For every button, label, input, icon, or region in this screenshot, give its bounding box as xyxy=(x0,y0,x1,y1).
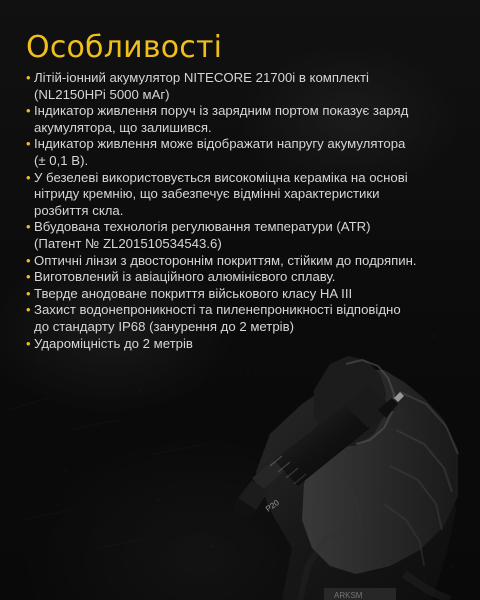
bullet-icon: • xyxy=(26,269,31,285)
bullet-icon: • xyxy=(26,70,31,85)
bullet-icon: • xyxy=(26,285,31,301)
feature-line: розбиття скла. xyxy=(34,202,124,218)
feature-item-voltage-indicator xyxy=(0,136,464,169)
feature-line: Індикатор живлення може відображати напругу акумулятора xyxy=(34,136,406,152)
bullet-icon: • xyxy=(26,252,31,268)
bullet-icon: • xyxy=(26,335,31,351)
feature-item-aluminum-alloy xyxy=(0,269,464,286)
feature-item-ceramic-bezel xyxy=(0,170,464,220)
feature-line: Виготовлений із авіаційного алюмінієвого сплаву. xyxy=(34,269,336,285)
feature-item-ip68-protection xyxy=(0,302,464,335)
page-title: Особливості xyxy=(26,30,223,65)
feature-line: (Патент № ZL201510534543.6) xyxy=(34,235,222,251)
feature-item-impact-resistance xyxy=(0,336,464,353)
glove-brand-mark: ARKSM xyxy=(334,591,363,600)
feature-line: Тверде анодоване покриття військового класу HA III xyxy=(34,285,353,301)
feature-line: У безелеві використовується високоміцна кераміка на основі xyxy=(34,169,408,185)
bullet-icon: • xyxy=(26,136,31,152)
feature-line: Захист водонепроникності та пиленепроникності відповідно xyxy=(34,302,401,318)
feature-line: (NL2150HPі 5000 мАг) xyxy=(34,86,170,102)
feature-line: (± 0,1 В). xyxy=(34,152,89,168)
feature-line: нітриду кремнію, що забезпечує відмінні характеристики xyxy=(34,186,380,202)
feature-item-battery xyxy=(0,70,464,103)
feature-line: до стандарту IP68 (занурення до 2 метрів) xyxy=(34,318,295,334)
bullet-icon: • xyxy=(26,219,31,235)
feature-line: акумулятора, що залишився. xyxy=(34,119,212,135)
feature-item-anodized-finish xyxy=(0,286,464,303)
feature-line: Індикатор живлення поруч із зарядним портом показує заряд xyxy=(34,103,409,119)
feature-list xyxy=(0,70,480,352)
feature-item-lens-coating xyxy=(0,253,464,270)
bullet-icon: • xyxy=(26,103,31,119)
feature-line: Літій-іонний акумулятор NITECORE 21700і в комплекті xyxy=(34,70,369,85)
feature-item-power-indicator xyxy=(0,103,464,136)
feature-item-temperature-regulation xyxy=(0,219,464,252)
feature-line: Оптичні лінзи з двостороннім покриттям, стійким до подряпин. xyxy=(34,252,417,268)
feature-line: Вбудована технологія регулювання температури (ATR) xyxy=(34,219,371,235)
bullet-icon: • xyxy=(26,169,31,185)
feature-line: Удароміцність до 2 метрів xyxy=(34,335,193,351)
bullet-icon: • xyxy=(26,302,31,318)
flashlight-engraving: P20 xyxy=(263,498,281,514)
